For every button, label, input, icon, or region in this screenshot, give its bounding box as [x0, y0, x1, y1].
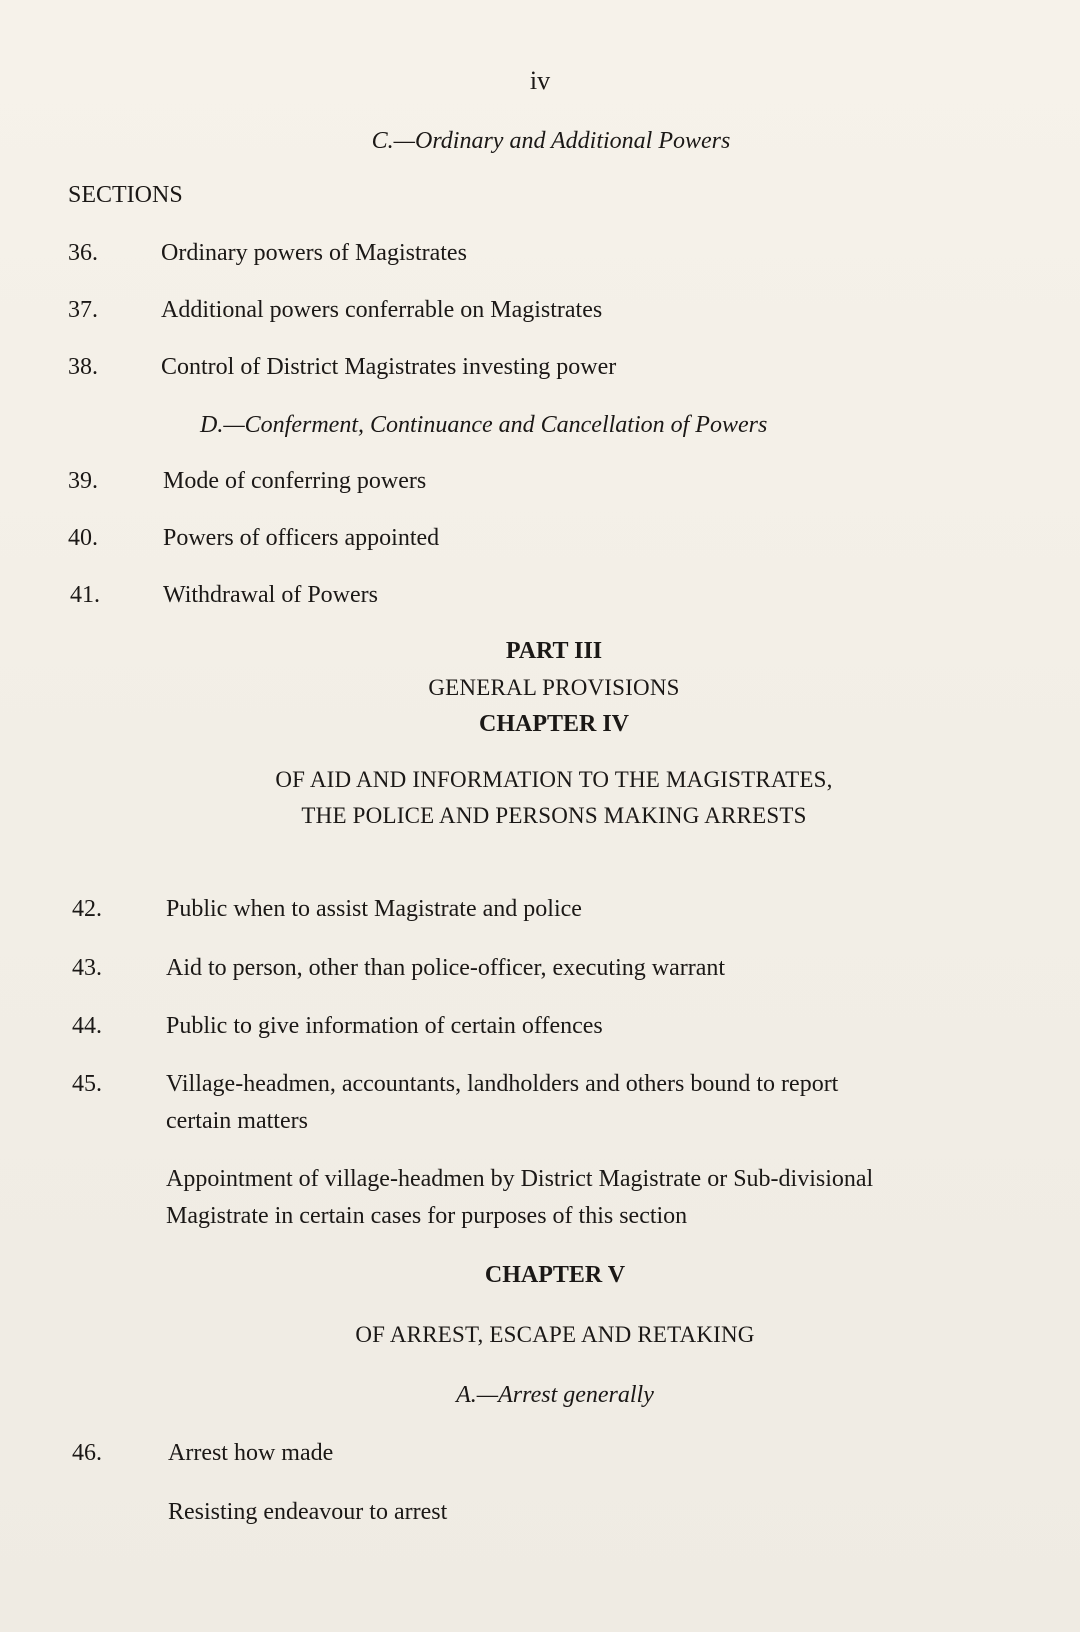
section-title: Public when to assist Magistrate and police: [166, 896, 582, 922]
section-title: Ordinary powers of Magistrates: [161, 240, 467, 266]
sections-label: SECTIONS: [68, 182, 183, 208]
section-title: Mode of conferring powers: [163, 468, 427, 494]
section-title-line: Magistrate in certain cases for purposes of this section: [166, 1203, 688, 1229]
section-number: 36.: [68, 240, 98, 266]
section-a-heading: A.—Arrest generally: [456, 1382, 654, 1408]
section-number: 40.: [68, 525, 98, 551]
section-title-line: certain matters: [166, 1108, 308, 1134]
chapter-4-title: CHAPTER IV: [478, 711, 629, 737]
section-number: 43.: [72, 955, 102, 981]
section-title: Powers of officers appointed: [163, 525, 440, 551]
section-title: Withdrawal of Powers: [163, 582, 378, 608]
section-title: Additional powers conferrable on Magistrates: [161, 297, 603, 323]
section-title-line: Village-headmen, accountants, landholders and others bound to report: [166, 1071, 839, 1097]
section-title: Control of District Magistrates investing power: [161, 354, 617, 380]
chapter-4-heading-line-2: THE POLICE AND PERSONS MAKING ARRESTS: [301, 803, 807, 828]
section-number: 37.: [68, 297, 98, 323]
section-number: 39.: [68, 468, 98, 494]
section-number: 41.: [70, 582, 100, 608]
section-title-line: Appointment of village-headmen by District Magistrate or Sub-divisional: [166, 1166, 874, 1192]
section-d-heading: D.—Conferment, Continuance and Cancellation of Powers: [200, 412, 768, 438]
section-number: 38.: [68, 354, 98, 380]
page-number: iv: [529, 66, 551, 95]
part-subtitle: GENERAL PROVISIONS: [428, 675, 680, 700]
section-title: Public to give information of certain offences: [166, 1013, 603, 1039]
section-number: 44.: [72, 1013, 102, 1039]
chapter-5-title: CHAPTER V: [484, 1262, 626, 1288]
section-c-heading: C.—Ordinary and Additional Powers: [371, 128, 731, 154]
section-title-line: Resisting endeavour to arrest: [168, 1499, 448, 1525]
chapter-4-heading-line-1: OF AID AND INFORMATION TO THE MAGISTRATES,: [275, 767, 833, 792]
part-title: PART III: [505, 638, 603, 664]
section-number: 42.: [72, 896, 102, 922]
chapter-5-heading: OF ARREST, ESCAPE AND RETAKING: [355, 1322, 755, 1347]
section-number: 45.: [72, 1071, 102, 1097]
section-title: Aid to person, other than police-officer, executing warrant: [166, 955, 726, 981]
section-title-line: Arrest how made: [168, 1440, 334, 1466]
section-number: 46.: [72, 1440, 102, 1466]
